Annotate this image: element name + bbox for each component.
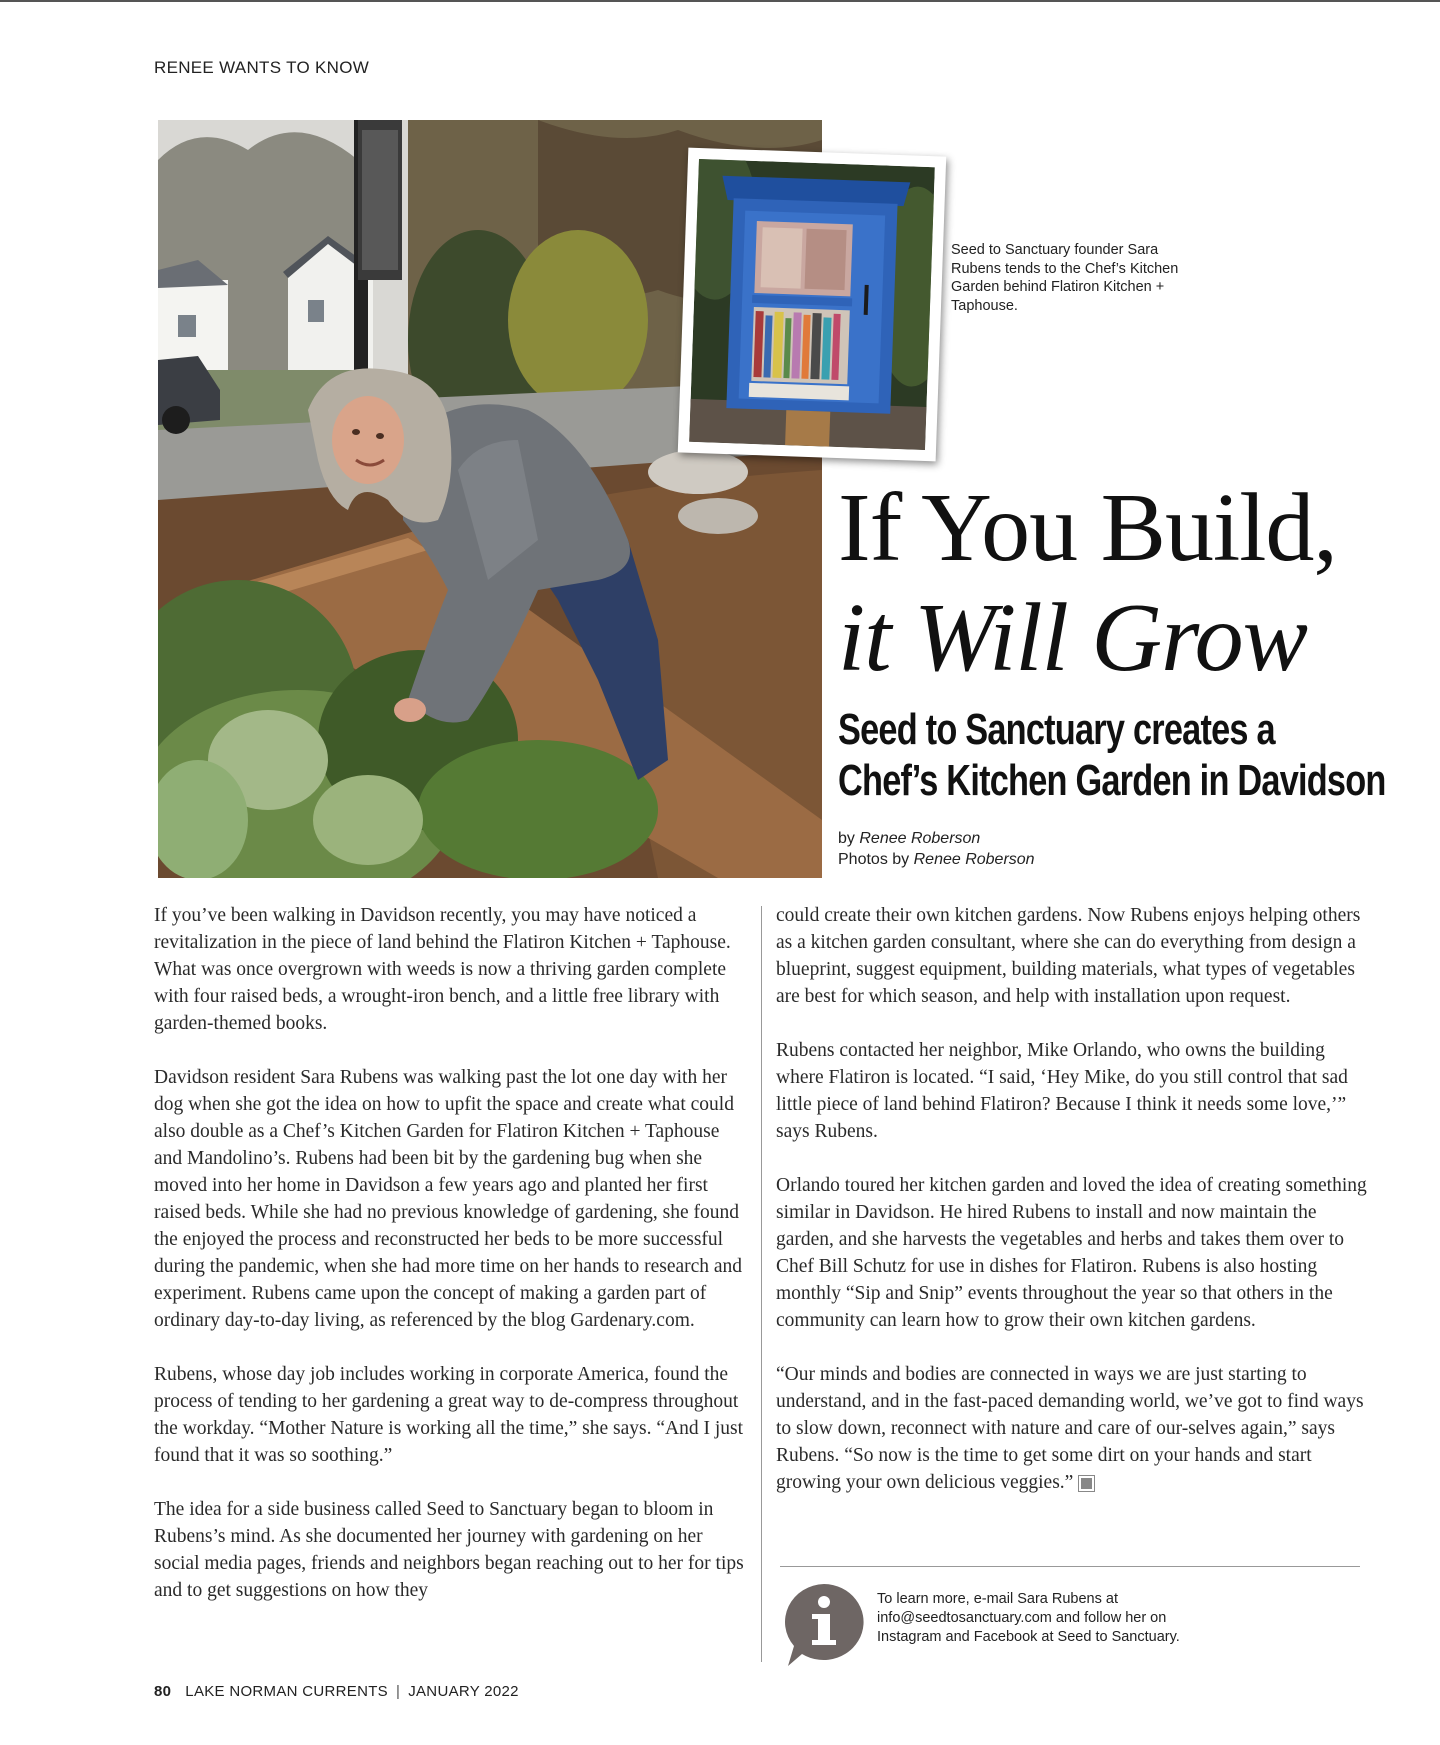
inset-photo [678,148,946,462]
paragraph-final [776,1361,1372,1496]
info-divider [780,1566,1360,1567]
paragraph: Rubens contacted her neighbor, Mike Orlando, who owns the building where Flatiron is located. “I said, ‘Hey Mike, do you still control that sad little piece of land behind Flatiron? Because I think it needs some love,’” says Rubens. [776,1040,1348,1142]
byline-prefix: by [838,830,855,847]
column-divider [761,906,762,1662]
subheadline-line-1: Seed to Sanctuary creates a [838,705,1275,754]
footer-separator: | [396,1683,401,1700]
top-border [0,0,1440,2]
info-email-line: info@seedtosanctuary.com and follow her on [877,1610,1167,1626]
paragraph: If you’ve been walking in Davidson recently, you may have noticed a revitalization in the piece of land behind the Flatiron Kitchen + Taphouse. What was once overgrown with weeds is now a thriving garden complete with four raised beds, a wrought-iron bench, and a little free library with garden-themed books. [154,905,731,1034]
article-column-right [776,902,1372,1523]
byline [838,828,1035,870]
paragraph-final-text: “Our minds and bodies are connected in ways we are just starting to understand, and in the fast-paced demanding world, we’ve got to find ways to slow down, reconnect with nature and care of our-selves again,” says Rubens. “So now is the time to get some dirt on your hands and start growing your own delicious veggies.” [776,1364,1364,1493]
paragraph: Orlando toured her kitchen garden and loved the idea of creating something similar in Davidson. He hired Rubens to install and now maintain the garden, and she harvests the vegetables and herbs and takes them over to Chef Bill Schutz for use in dishes for Flatiron. Rubens is also hosting monthly “Sip and Snip” events throughout the year so that others in the community can learn how to grow their own kitchen gardens. [776,1175,1367,1331]
info-line: Instagram and Facebook at Seed to Sanctuary. [877,1629,1180,1645]
page-footer [154,1683,519,1700]
info-text [877,1590,1297,1647]
headline-line-1: If You Build, [838,474,1337,582]
info-icon [782,1582,866,1673]
page-number: 80 [154,1683,172,1700]
photo-credit-prefix: Photos by [838,851,910,868]
subheadline [838,704,1386,806]
little-free-library-illustration [689,159,935,450]
end-mark-icon [1079,1476,1094,1491]
photo-caption: Seed to Sanctuary founder Sara Rubens tends to the Chef’s Kitchen Garden behind Flatiron Kitchen + Taphouse. [951,242,1179,314]
headline-line-2: it Will Grow [838,584,1308,692]
section-label: RENEE WANTS TO KNOW [154,58,370,77]
issue-date: JANUARY 2022 [408,1683,519,1700]
paragraph: The idea for a side business called Seed to Sanctuary began to bloom in Rubens’s mind. As she documented her journey with gardening on her social media pages, friends and neighbors began reaching out to her for tips and to get suggestions on how they [154,1499,744,1601]
byline-author: Renee Roberson [859,830,981,847]
article-column-left [154,902,750,1631]
photo-credit-name: Renee Roberson [913,851,1035,868]
info-line: To learn more, e-mail Sara Rubens at [877,1591,1118,1607]
paragraph: Davidson resident Sara Rubens was walking past the lot one day with her dog when she got the idea on how to upfit the space and create what could also double as a Chef’s Kitchen Garden for Flatiron Kitchen + Taphouse and Mandolino’s. Rubens had been bit by the gardening bug when she moved into her home in Davidson a few years ago and planted her first raised beds. While she had no previous knowledge of gardening, she found the enjoyed the process and reconstructed her beds to be more successful during the pandemic, when she had more time on her hands to research and experiment. Rubens came upon the concept of making a garden part of ordinary day-to-day living, as referenced by the blog Gardenary.com. [154,1067,743,1331]
publication-name: LAKE NORMAN CURRENTS [185,1683,388,1700]
paragraph: Rubens, whose day job includes working in corporate America, found the process of tending to her gardening a great way to de-compress throughout the workday. “Mother Nature is working all the time,” she says. “And I just found that it was so soothing.” [154,1364,744,1466]
paragraph: could create their own kitchen gardens. Now Rubens enjoys helping others as a kitchen garden consultant, where she can do everything from design a blueprint, suggest equipment, building materials, what types of vegetables are best for which season, and help with installation upon request. [776,905,1361,1007]
subheadline-line-2: Chef’s Kitchen Garden in Davidson [838,756,1386,805]
